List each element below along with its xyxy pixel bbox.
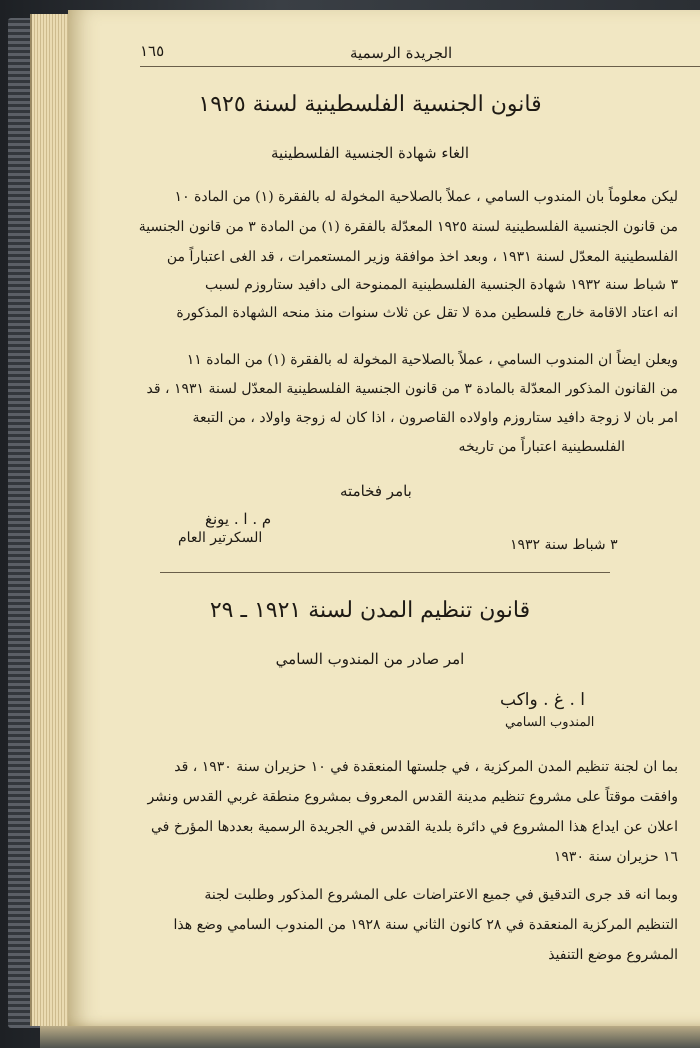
header-rule	[140, 66, 700, 67]
section1-para1-line: الفلسطينية المعدّل لسنة ١٩٣١ ، وبعد اخذ موافقة وزير المستعمرات ، قد الغى اعتباراً من	[166, 249, 678, 265]
page-number: ١٦٥	[140, 42, 165, 60]
section1-subtitle: الغاء شهادة الجنسية الفلسطينية	[271, 144, 469, 162]
section1-para1-line: ليكن معلوماً بان المندوب السامي ، عملاً بالصلاحية المخولة له بالفقرة (١) من المادة ١٠	[174, 189, 678, 205]
section2-para1-line: وافقت موقتاً على مشروع تنظيم مدينة القدس المعروف بمشروع منطقة غربي القدس ونشر	[147, 789, 678, 805]
section2-para2-line: المشروع موضع التنفيذ	[548, 947, 678, 963]
signatory-name: م . ا . يونغ	[205, 510, 272, 528]
signatory-title: السكرتير العام	[178, 530, 263, 546]
page-bottom-edge	[40, 1026, 700, 1048]
section1-para1-line: ٣ شباط سنة ١٩٣٢ شهادة الجنسية الفلسطينية الممنوحة الى دافيد ستاروزم لسبب	[205, 277, 678, 293]
section2-para2-line: وبما انه قد جرى التدقيق في جميع الاعتراضات على المشروع المذكور وطلبت لجنة	[204, 887, 678, 903]
section1-para1-line: من قانون الجنسية الفلسطينية لسنة ١٩٢٥ المعدّلة بالفقرة (١) من المادة ٣ من قانون الجنسية	[138, 219, 678, 235]
section1-para2-line: من القانون المذكور المعدّلة بالمادة ٣ من قانون الجنسية الفلسطينية المعدّل لسنة ١٩٣١ ، قد	[146, 381, 678, 397]
section2-para1-line: اعلان عن ايداع هذا المشروع في دائرة بلدية القدس في الجريدة الرسمية بعددها المؤرخ في	[151, 819, 678, 835]
section1-para1-line: انه اعتاد الاقامة خارج فلسطين مدة لا تقل عن ثلاث سنوات منذ منحه الشهادة المذكورة	[176, 305, 678, 321]
section2-para1-line: ١٦ حزيران سنة ١٩٣٠	[553, 849, 678, 865]
issuer-name: ا . غ . واكب	[500, 690, 586, 710]
by-order: بامر فخامته	[340, 482, 412, 500]
section1-date: ٣ شباط سنة ١٩٣٢	[510, 537, 618, 553]
section1-title: قانون الجنسية الفلسطينية لسنة ١٩٢٥	[198, 92, 542, 117]
section2-para1-line: بما ان لجنة تنظيم المدن المركزية ، في جلستها المنعقدة في ١٠ حزيران سنة ١٩٣٠ ، قد	[174, 759, 678, 775]
section2-title: قانون تنظيم المدن لسنة ١٩٢١ ـ ٢٩	[209, 598, 531, 623]
journal-title: الجريدة الرسمية	[350, 44, 453, 62]
section2-subtitle: امر صادر من المندوب السامي	[275, 650, 465, 668]
section1-para2-line: ويعلن ايضاً ان المندوب السامي ، عملاً بالصلاحية المخولة له بالفقرة (١) من المادة ١١	[186, 352, 678, 368]
section1-para2-line: الفلسطينية اعتباراً من تاريخه	[458, 439, 625, 455]
section-divider	[160, 572, 610, 573]
page	[68, 10, 700, 1026]
section1-para2-line: امر بان لا زوجة دافيد ستاروزم واولاده القاصرون ، اذا كان له زوجة واولاد ، من التبعة	[192, 410, 678, 426]
section2-para2-line: التنظيم المركزية المنعقدة في ٢٨ كانون الثاني سنة ١٩٢٨ من المندوب السامي وضع هذا	[173, 917, 678, 933]
issuer-title: المندوب السامي	[505, 715, 595, 730]
